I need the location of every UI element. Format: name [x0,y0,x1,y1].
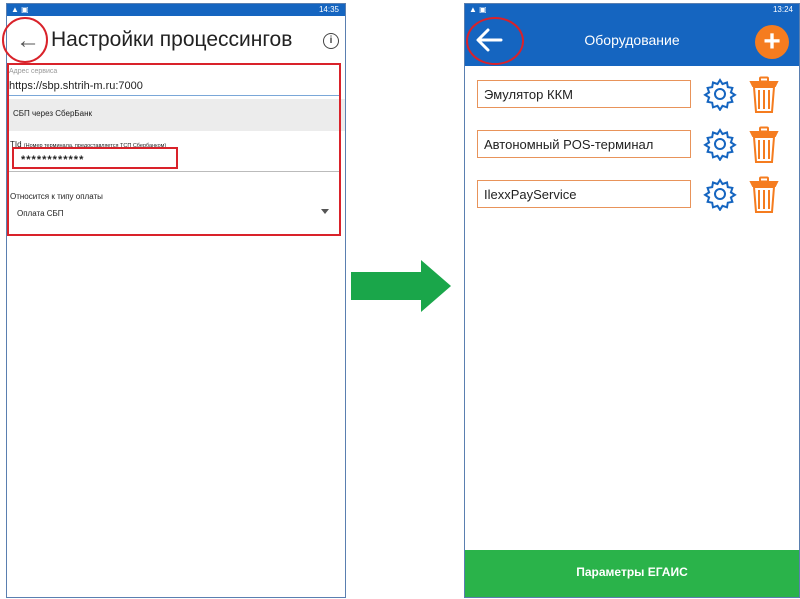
status-icons: ▲ ▣ [469,5,487,14]
gear-icon[interactable] [703,77,737,111]
gear-icon[interactable] [703,127,737,161]
status-time: 14:35 [318,5,339,14]
device-row [477,180,793,212]
tid-hint: (Номер терминала, предоставляется ТСП Сбербанком) [23,143,167,149]
highlight-circle [2,17,48,63]
payment-type-select[interactable]: Оплата СБП [17,209,64,218]
payment-type-label: Относится к типу оплаты [10,192,103,201]
page-title: Настройки процессингов [51,28,293,51]
device-name-field[interactable]: IlexxPayService [477,180,691,208]
service-address-label: Адрес сервиса [9,68,58,75]
highlight-circle [466,17,524,65]
status-bar [7,4,345,16]
egais-params-button[interactable] [465,550,799,597]
processing-name: СБП через СберБанк [13,109,93,118]
trash-icon[interactable] [749,176,779,214]
tid-input[interactable]: ************ [21,154,85,166]
info-icon[interactable]: i [323,33,339,49]
footer-button-label: Параметры ЕГАИС [576,565,688,579]
status-bar [465,4,799,16]
trash-icon[interactable] [749,76,779,114]
service-address-input[interactable]: https://sbp.shtrih-m.ru:7000 [9,80,143,92]
add-button[interactable]: + [755,25,789,59]
gear-icon[interactable] [703,177,737,211]
status-time: 13:24 [772,5,793,14]
right-phone-screen [464,3,800,598]
device-name-field[interactable]: Автономный POS-терминал [477,130,691,158]
page-title: Оборудование [584,32,680,48]
device-row [477,130,793,162]
tid-label: TId (Номер терминала, предоставляется ТСП Сбербанком) [10,140,167,149]
transition-arrow [351,272,423,300]
highlight-box [12,147,178,169]
device-row [477,80,793,112]
trash-icon[interactable] [749,126,779,164]
arrow-right-icon [421,260,451,312]
device-name-field[interactable]: Эмулятор ККМ [477,80,691,108]
arrow-left-icon: ← [16,27,40,54]
status-icons: ▲ ▣ [11,5,29,14]
